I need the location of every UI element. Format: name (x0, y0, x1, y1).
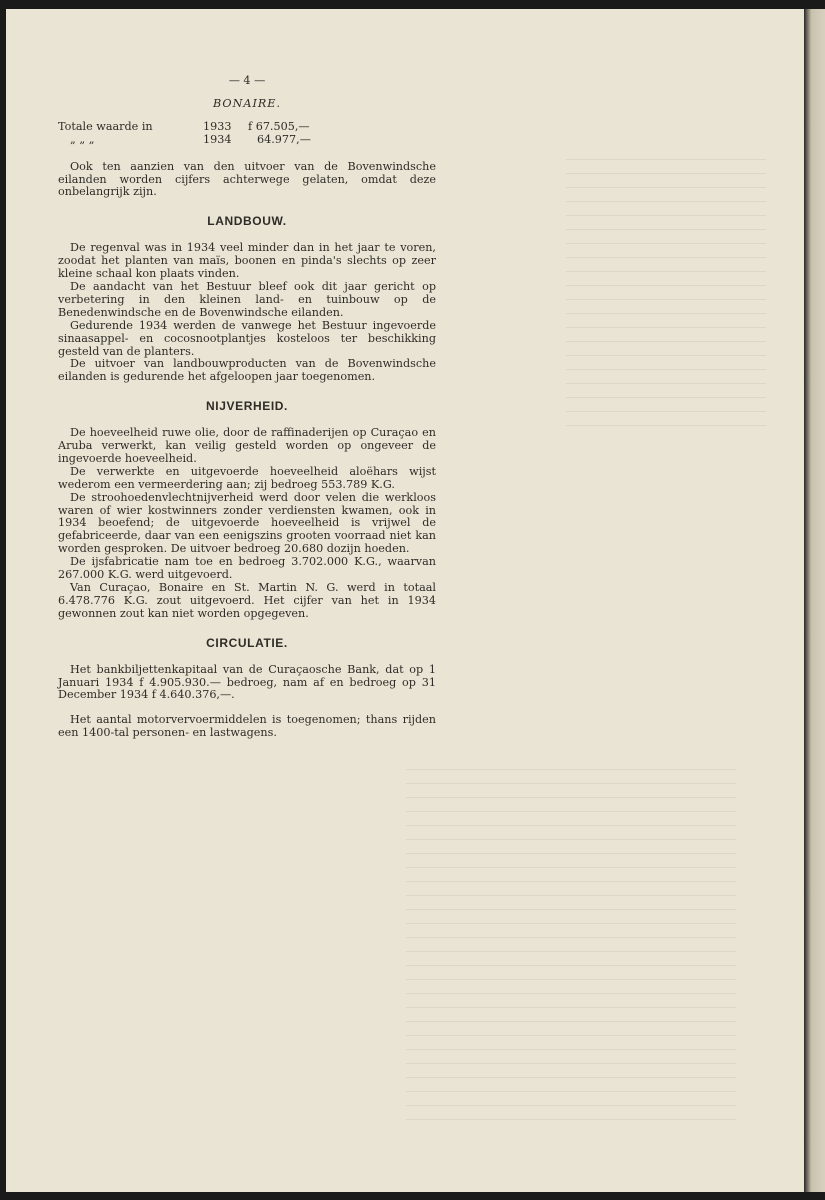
bleed-through-ghost-lower (406, 769, 736, 1129)
heading-nijverheid: NIJVERHEID. (206, 399, 288, 414)
heading-circulatie: CIRCULATIE. (206, 635, 288, 650)
totals-year: 1933 (203, 119, 232, 133)
totals-value: 64.977,— (257, 132, 311, 146)
book-gutter (804, 9, 825, 1192)
paragraph: De stroohoedenvlechtnijverheid werd door velen die werkloos waren of wier kostwinners zonder verdiensten kwamen, ook in 1934 beoefend; de uitgevoerde hoeveelheid is vrijwel de gefabriceerde, daar van een eenigszins grooten voorraad niet kan worden gesproken. De uitvoer bedroeg 20.680 dozijn hoeden. (58, 490, 436, 556)
paragraph: De verwerkte en uitgevoerde hoeveelheid aloëhars wijst wederom een vermeerdering aan; zij bedroeg 553.789 K.G. (58, 464, 436, 491)
totals-table (58, 121, 436, 147)
paragraph: De ijsfabricatie nam toe en bedroeg 3.702.000 K.G., waarvan 267.000 K.G. werd uitgevoerd. (58, 555, 436, 582)
text-column (58, 75, 436, 740)
paragraph: De regenval was in 1934 veel minder dan in het jaar te voren, zoodat het planten van maïs, boonen en pinda's slechts op zeer kleine schaal kon plaats vinden. (58, 241, 436, 281)
paragraph: Het aantal motorvervoermiddelen is toegenomen; thans rijden een 1400-tal personen- en lastwagens. (58, 713, 436, 740)
document-page (6, 9, 804, 1192)
totals-year: 1934 (203, 132, 232, 146)
totals-row (58, 121, 436, 134)
paragraph: Het bankbiljettenkapitaal van de Curaçaosche Bank, dat op 1 Januari 1934 f 4.905.930.— bedroeg, nam af en bedroeg op 31 December 1934 f 4.640.376,—. (58, 662, 436, 702)
paragraph: Van Curaçao, Bonaire en St. Martin N. G. werd in totaal 6.478.776 K.G. zout uitgevoerd. Het cijfer van het in 1934 gewonnen zout kan niet worden opgegeven. (58, 581, 436, 620)
paragraph: Gedurende 1934 werden de vanwege het Bestuur ingevoerde sinaasappel- en cocosnootplantjes kosteloos ter beschikking gesteld van de planters. (58, 318, 436, 358)
bleed-through-ghost (566, 159, 766, 439)
paragraph: De uitvoer van landbouwproducten van de Bovenwindsche eilanden is gedurende het afgeloopen jaar toegenomen. (58, 357, 436, 384)
paragraph: De aandacht van het Bestuur bleef ook dit jaar gericht op verbetering in den kleinen land- en tuinbouw op de Benedenwindsche en de Bovenwindsche eilanden. (58, 279, 436, 319)
intro-paragraph: Ook ten aanzien van den uitvoer van de Bovenwindsche eilanden worden cijfers achterwege gelaten, omdat deze onbelangrijk zijn. (58, 159, 436, 199)
totals-label: Totale waarde in (58, 119, 153, 133)
paragraph: De hoeveelheid ruwe olie, door de raffinaderijen op Curaçao en Aruba verwerkt, kan veilig gesteld worden op ongeveer de ingevoerde hoeveelheid. (58, 426, 436, 465)
page-number: — 4 — (228, 74, 266, 87)
section-title: BONAIRE. (212, 96, 282, 110)
totals-row (58, 134, 436, 147)
heading-landbouw: LANDBOUW. (207, 214, 287, 229)
totals-value: f 67.505,— (248, 119, 310, 133)
totals-label: „ „ „ (70, 132, 95, 146)
